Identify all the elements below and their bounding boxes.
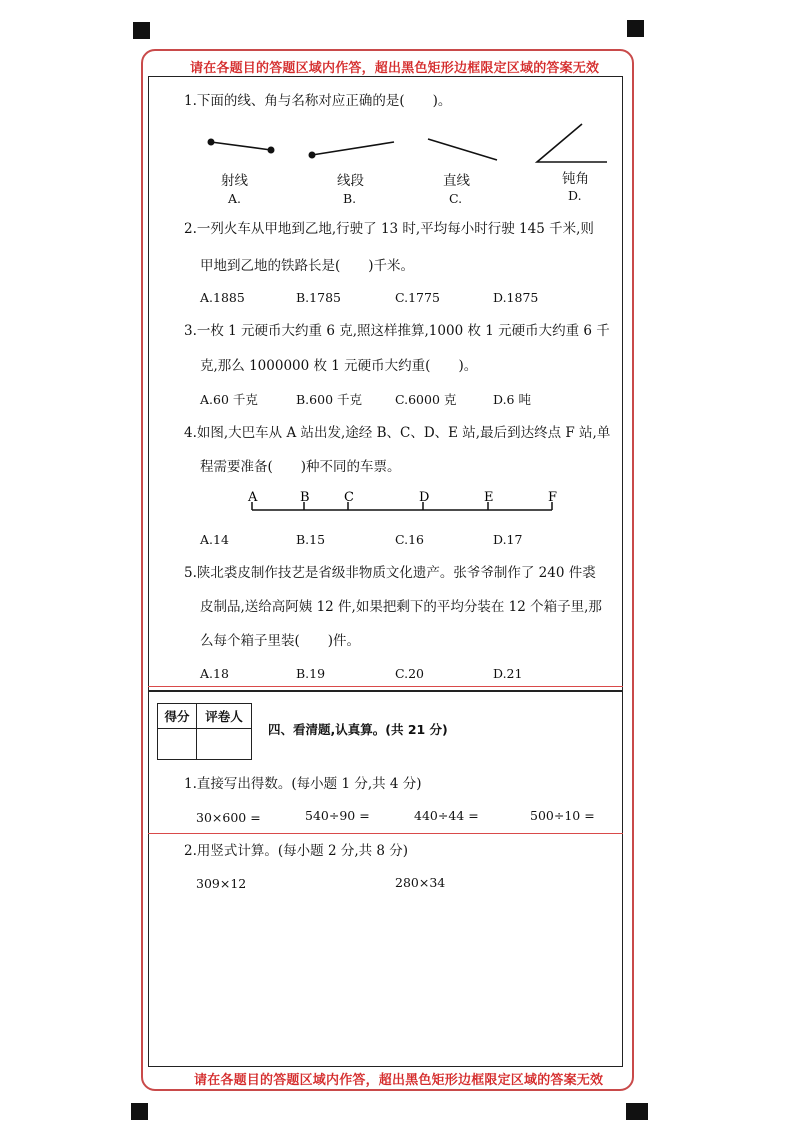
section4-title: 四、看清题,认真算。(共 21 分): [268, 722, 448, 737]
warning-bottom: 请在各题目的答题区域内作答，超出黑色矩形边框限定区域的答案无效: [194, 1073, 604, 1088]
station-label-c: C: [344, 490, 354, 505]
divider-red-1: [148, 686, 623, 687]
q3-option-b: B.600 千克: [296, 392, 362, 407]
q1-option-c: C.: [449, 191, 463, 206]
q2-option-a: A.1885: [200, 290, 245, 305]
q1-figures: [0, 0, 794, 220]
vertical-calc-item-2: 280×34: [395, 875, 446, 890]
figure-b-line: [312, 142, 394, 155]
grader-cell[interactable]: [197, 729, 252, 760]
q5-option-b: B.19: [296, 666, 326, 681]
station-label-d: D: [419, 490, 430, 505]
score-table: [157, 703, 252, 760]
registration-mark-bottom-left: [131, 1103, 148, 1120]
q2-line1: 2.一列火车从甲地到乙地,行驶了 13 时,平均每小时行驶 145 千米,则: [184, 221, 594, 237]
vertical-calc-item-1: 309×12: [196, 876, 247, 891]
q3-line2: 克,那么 1000000 枚 1 元硬币大约重( )。: [200, 358, 478, 374]
q1-label-c: 直线: [443, 173, 470, 189]
score-header: 得分: [158, 704, 197, 729]
section4-part2-title: 2.用竖式计算。(每小题 2 分,共 8 分): [184, 843, 409, 859]
figure-b-endpoint: [309, 152, 316, 159]
q4-option-c: C.16: [395, 532, 424, 547]
station-label-e: E: [484, 490, 494, 505]
figure-a-endpoint-left: [208, 139, 215, 146]
q5-option-c: C.20: [395, 666, 424, 681]
q5-line3: 么每个箱子里装( )件。: [200, 633, 361, 649]
q1-label-a: 射线: [221, 173, 248, 189]
q1-option-b: B.: [343, 191, 357, 206]
figure-d-angle: [537, 124, 607, 162]
q1-label-d: 钝角: [562, 171, 589, 187]
q2-option-c: C.1775: [395, 290, 440, 305]
q1-option-a: A.: [228, 191, 242, 206]
q3-option-d: D.6 吨: [493, 392, 531, 407]
calc-item-4: 500÷10 =: [530, 808, 595, 823]
q5-line2: 皮制品,送给高阿姨 12 件,如果把剩下的平均分装在 12 个箱子里,那: [200, 599, 602, 615]
q2-line2: 甲地到乙地的铁路长是( )千米。: [200, 258, 415, 274]
station-label-f: F: [548, 490, 558, 505]
station-label-a: A: [248, 490, 258, 505]
figure-a-endpoint-right: [268, 147, 275, 154]
q1-stem: 1.下面的线、角与名称对应正确的是( )。: [184, 93, 452, 109]
q4-line2: 程需要准备( )种不同的车票。: [200, 459, 401, 475]
q3-line1: 3.一枚 1 元硬币大约重 6 克,照这样推算,1000 枚 1 元硬币大约重 6 千: [184, 323, 610, 339]
q4-route-diagram: [240, 486, 570, 522]
figure-c-line: [428, 139, 497, 160]
registration-mark-bottom-right: [626, 1103, 648, 1120]
warning-top: 请在各题目的答题区域内作答，超出黑色矩形边框限定区域的答案无效: [190, 61, 600, 76]
calc-item-2: 540÷90 =: [305, 808, 370, 823]
q4-line1: 4.如图,大巴车从 A 站出发,途经 B、C、D、E 站,最后到达终点 F 站,单: [184, 425, 611, 441]
calc-item-1: 30×600 =: [196, 810, 261, 825]
calc-item-3: 440÷44 =: [414, 808, 479, 823]
grader-header: 评卷人: [197, 704, 252, 729]
q3-option-a: A.60 千克: [200, 392, 258, 407]
station-label-b: B: [300, 490, 310, 505]
q4-option-b: B.15: [296, 532, 326, 547]
q1-option-d: D.: [568, 188, 582, 203]
q5-line1: 5.陕北裘皮制作技艺是省级非物质文化遗产。张爷爷制作了 240 件裘: [184, 565, 596, 581]
q4-option-a: A.14: [200, 532, 229, 547]
divider-red-2: [148, 833, 623, 834]
q5-option-a: A.18: [200, 666, 229, 681]
q2-option-d: D.1875: [493, 290, 539, 305]
section4-part1-title: 1.直接写出得数。(每小题 1 分,共 4 分): [184, 776, 422, 792]
q3-option-c: C.6000 克: [395, 392, 457, 407]
q4-option-d: D.17: [493, 532, 523, 547]
q2-option-b: B.1785: [296, 290, 341, 305]
q5-option-d: D.21: [493, 666, 523, 681]
q1-label-b: 线段: [337, 173, 364, 189]
score-cell[interactable]: [158, 729, 197, 760]
figure-a-line: [211, 142, 271, 150]
